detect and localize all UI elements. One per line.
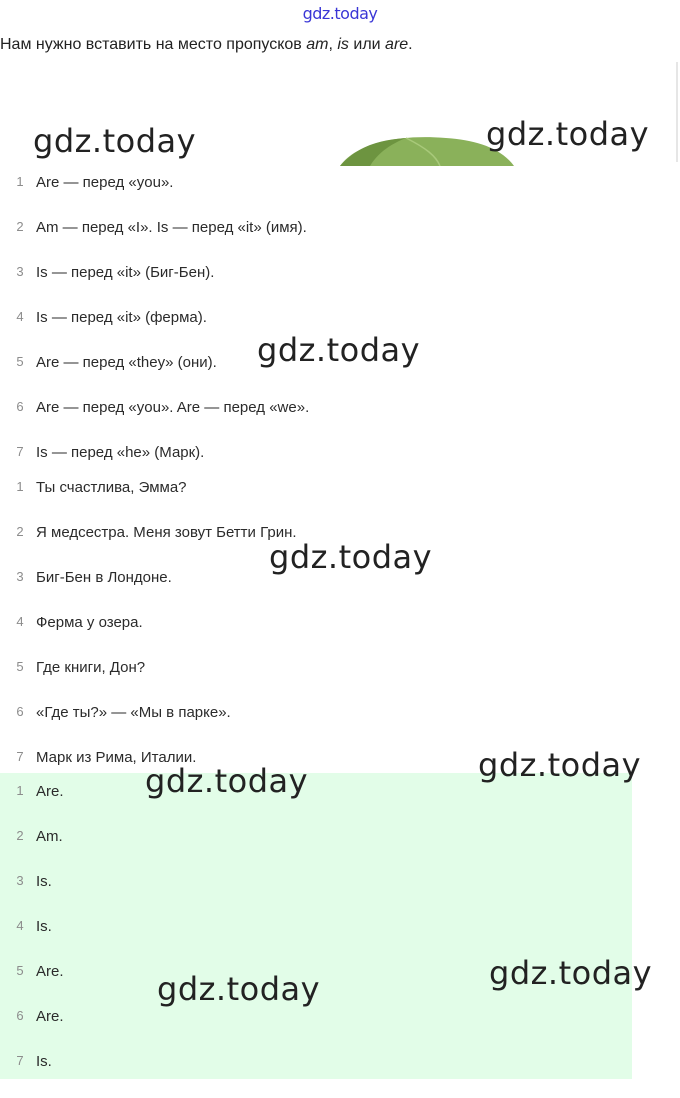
item-number: 2	[16, 219, 24, 234]
item-text: Are — перед «you». Are — перед «we».	[36, 399, 310, 416]
item-number: 4	[16, 614, 24, 629]
instruction-sep-2: или	[348, 36, 386, 53]
list-item	[0, 783, 680, 828]
list-item	[0, 704, 680, 749]
item-text: Is.	[36, 873, 52, 890]
list-item	[0, 264, 680, 309]
item-text: Are.	[36, 1008, 64, 1025]
item-number: 3	[16, 873, 24, 888]
list-item	[0, 479, 680, 524]
scrollbar-track[interactable]	[676, 62, 678, 162]
instruction-suffix: .	[408, 36, 413, 53]
item-number: 1	[16, 783, 24, 798]
item-number: 4	[16, 309, 24, 324]
list-item	[0, 873, 680, 918]
item-text: Is — перед «it» (Биг-Бен).	[36, 264, 215, 281]
item-text: Биг-Бен в Лондоне.	[36, 569, 172, 586]
item-number: 3	[16, 569, 24, 584]
item-number: 6	[16, 399, 24, 414]
list-item	[0, 1053, 680, 1098]
item-text: Are — перед «they» (они).	[36, 354, 217, 371]
instruction-sep-1: ,	[328, 36, 338, 53]
item-number: 7	[16, 444, 24, 459]
item-text: Is.	[36, 918, 52, 935]
item-number: 5	[16, 963, 24, 978]
item-text: Я медсестра. Меня зовут Бетти Грин.	[36, 524, 297, 541]
list-item	[0, 219, 680, 264]
watermark: gdz.today	[257, 331, 421, 369]
watermark: gdz.today	[157, 970, 321, 1008]
item-text: «Где ты?» — «Мы в парке».	[36, 704, 231, 721]
list-item	[0, 399, 680, 444]
answer-list	[0, 783, 680, 1098]
watermark: gdz.today	[489, 954, 653, 992]
item-text: Am.	[36, 828, 63, 845]
item-text: Ты счастлива, Эмма?	[36, 479, 187, 496]
instruction-prefix: Нам нужно вставить на место пропусков	[0, 36, 307, 53]
item-number: 2	[16, 828, 24, 843]
item-text: Are — перед «you».	[36, 174, 174, 191]
word-is: is	[337, 36, 349, 53]
item-number: 7	[16, 749, 24, 764]
item-number: 1	[16, 174, 24, 189]
watermark: gdz.today	[269, 538, 433, 576]
item-text: Где книги, Дон?	[36, 659, 146, 676]
list-item	[0, 828, 680, 873]
watermark: gdz.today	[486, 115, 650, 153]
task-instruction	[0, 36, 413, 54]
list-item	[0, 659, 680, 704]
watermark: gdz.today	[145, 762, 309, 800]
item-text: Am — перед «I». Is — перед «it» (имя).	[36, 219, 307, 236]
item-text: Are.	[36, 783, 64, 800]
list-item	[0, 614, 680, 659]
item-number: 5	[16, 354, 24, 369]
watermark: gdz.today	[33, 122, 197, 160]
item-number: 6	[16, 704, 24, 719]
site-logo[interactable]: gdz.today	[302, 4, 378, 23]
item-text: Are.	[36, 963, 64, 980]
watermark: gdz.today	[478, 746, 642, 784]
item-text: Ферма у озера.	[36, 614, 143, 631]
list-item	[0, 1008, 680, 1053]
item-number: 6	[16, 1008, 24, 1023]
list-item	[0, 174, 680, 219]
item-number: 1	[16, 479, 24, 494]
word-am: am	[306, 36, 329, 53]
item-text: Is — перед «it» (ферма).	[36, 309, 207, 326]
item-text: Марк из Рима, Италии.	[36, 749, 197, 766]
item-number: 2	[16, 524, 24, 539]
item-number: 7	[16, 1053, 24, 1068]
item-number: 5	[16, 659, 24, 674]
item-text: Is — перед «he» (Марк).	[36, 444, 205, 461]
item-number: 4	[16, 918, 24, 933]
item-number: 3	[16, 264, 24, 279]
word-are: are	[385, 36, 409, 53]
item-text: Is.	[36, 1053, 52, 1070]
